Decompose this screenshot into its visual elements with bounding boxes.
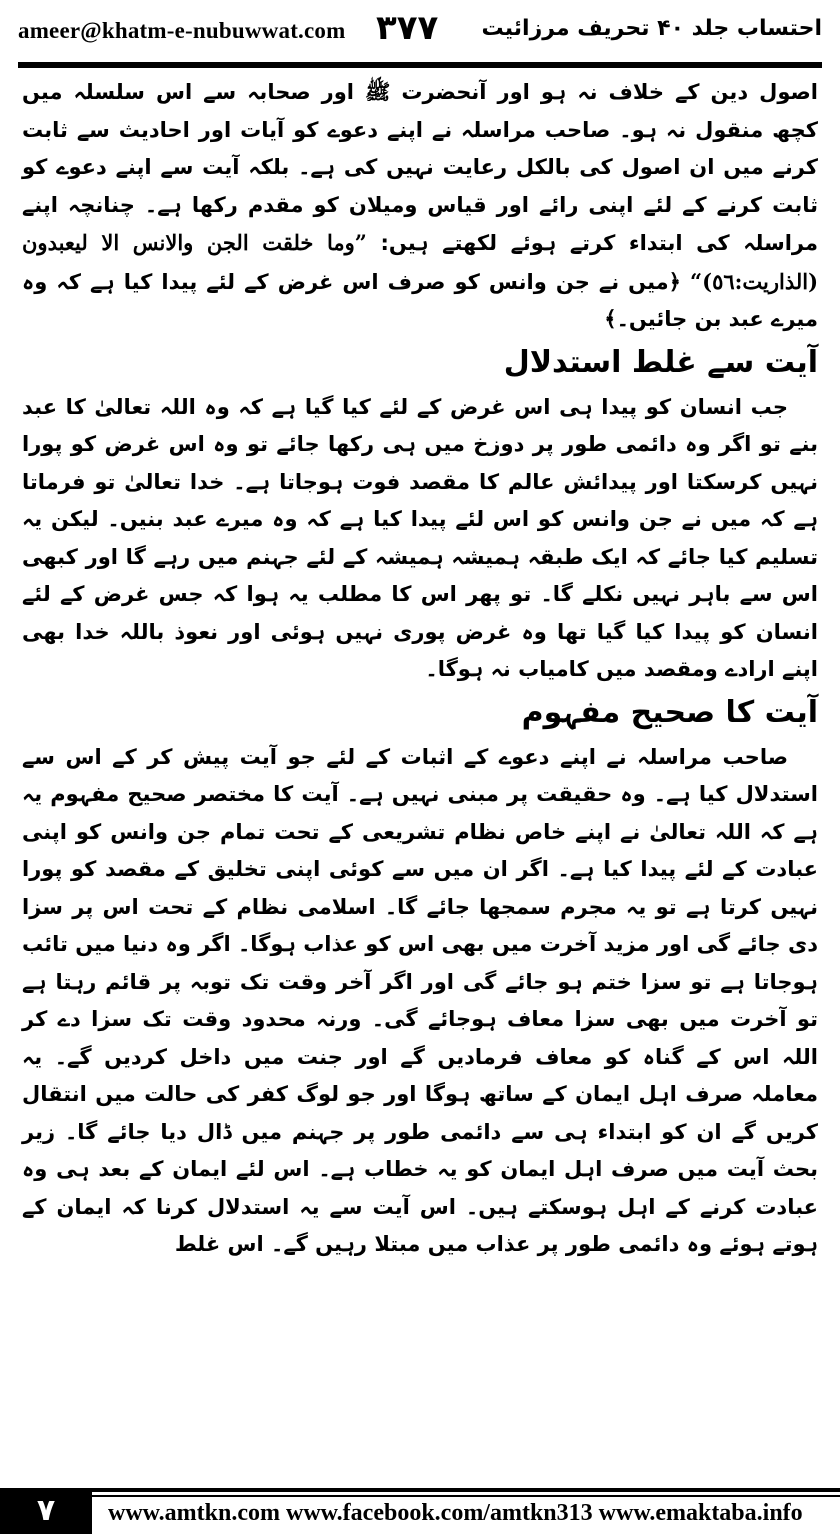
body-paragraph-1 bbox=[22, 74, 818, 339]
page-body bbox=[22, 74, 818, 1264]
quote-translation: ﴿میں نے جن وانس کو صرف اس غرض کے لئے پیدا کیا ہے کہ وہ میرے عبد بن جائیں۔﴾ bbox=[22, 269, 818, 331]
footer-page-index: ۷ bbox=[0, 1488, 92, 1534]
section-heading-2: آیت کا صحیح مفہوم bbox=[521, 694, 818, 730]
body-paragraph-2: جب انسان کو پیدا ہی اس غرض کے لئے کیا گیا ہے کہ وہ اللہ تعالیٰ کا عبد بنے تو اگر وہ دائمی طور پر دوزخ میں ہی رکھا جائے تو وہ اس غرض کو پورا نہیں کرسکتا اور پیدائش عالم کا مقصد فوت ہوجاتا ہے۔ خدا تعالیٰ تو فرماتا ہے کہ میں نے جن وانس کو اس لئے پیدا کیا ہے کہ وہ میرے عبد بنیں۔ لیکن یہ تسلیم کیا جائے کہ ایک طبقہ ہمیشہ ہمیشہ کے لئے جہنم میں رہے گا اور کبھی اس سے باہر نہیں نکلے گا۔ تو پھر اس کا مطلب یہ ہوا کہ جس غرض کے لئے انسان کو پیدا کیا گیا تھا وہ غرض پوری نہیں ہوئی اور نعوذ باللہ خدا بھی اپنے ارادے ومقصد میں کامیاب نہ ہوگا۔ bbox=[22, 394, 818, 681]
quran-quote: ”وما خلقت الجن والانس الا لیعبدون (الذاریت:٥٦)“ bbox=[22, 230, 819, 294]
paragraph-1-text: اصول دین کے خلاف نہ ہو اور آنحضرت ﷺ اور صحابہ سے اس سلسلہ میں کچھ منقول نہ ہو۔ صاحب مراسلہ نے اپنے دعوے کو آیات اور احادیث سے ثابت کرنے میں ان اصول کی بالکل رعایت نہیں کی ہے۔ بلکہ آیت سے اپنے دعوے کو ثابت کرنے کے لئے اپنی رائے اور قیاس ومیلان کو مقدم رکھا ہے۔ چنانچہ اپنے مراسلہ کی ابتداء کرتے ہوئے لکھتے ہیں: bbox=[22, 80, 818, 255]
footer-links: www.amtkn.com www.facebook.com/amtkn313 www.emaktaba.info bbox=[108, 1500, 803, 1526]
section-heading-1: آیت سے غلط استدلال bbox=[503, 344, 818, 380]
footer-divider-thin bbox=[92, 1495, 840, 1497]
header-running-title: احتساب جلد ۴۰ تحریف مرزائیت bbox=[481, 16, 822, 41]
footer-divider-thick bbox=[92, 1488, 840, 1492]
page-footer bbox=[0, 1482, 840, 1540]
header-divider bbox=[18, 62, 822, 68]
page-header bbox=[18, 10, 822, 58]
body-paragraph-3: صاحب مراسلہ نے اپنے دعوے کے اثبات کے لئے جو آیت پیش کر کے اس سے استدلال کیا ہے۔ وہ حقیقت پر مبنی نہیں ہے۔ آیت کا مختصر صحیح مفہوم یہ ہے کہ اللہ تعالیٰ نے اپنے خاص نظام تشریعی کے تحت تمام جن وانس کو اپنی عبادت کے لئے پیدا کیا ہے۔ اگر ان میں سے کوئی اپنی تخلیق کے مقصد کو پورا نہیں کرتا ہے تو یہ مجرم سمجھا جائے گا۔ اسلامی نظام کے تحت اس پر سزا دی جائے گی اور مزید آخرت میں بھی اس کو عذاب ہوگا۔ اگر وہ دنیا میں تائب ہوجاتا ہے تو سزا ختم ہو جائے گی اور اگر آخر وقت تک توبہ پر قائم رہتا ہے تو آخرت میں بھی سزا معاف ہوجائے گی۔ ورنہ محدود وقت تک سزا دے کر اللہ اس کے گناہ کو معاف فرمادیں گے اور جنت میں داخل کردیں گے۔ یہ معاملہ صرف اہل ایمان کے ساتھ ہوگا اور جو لوگ کفر کی حالت میں انتقال کریں گے ان کو ابتداء ہی سے دائمی طور پر جہنم میں ڈال دیا جائے گا۔ زیر بحث آیت میں صرف اہل ایمان کو یہ خطاب ہے۔ اس لئے ایمان کے بعد ہی وہ عبادت کرنے کے اہل ہوسکتے ہیں۔ اس آیت سے یہ استدلال کرنا کہ ایمان کے ہوتے ہوئے وہ دائمی طور پر عذاب میں مبتلا رہیں گے۔ اس غلط bbox=[22, 744, 818, 1256]
header-page-number: ۳۷۷ bbox=[376, 8, 439, 48]
header-email: ameer@khatm-e-nubuwwat.com bbox=[18, 18, 346, 43]
